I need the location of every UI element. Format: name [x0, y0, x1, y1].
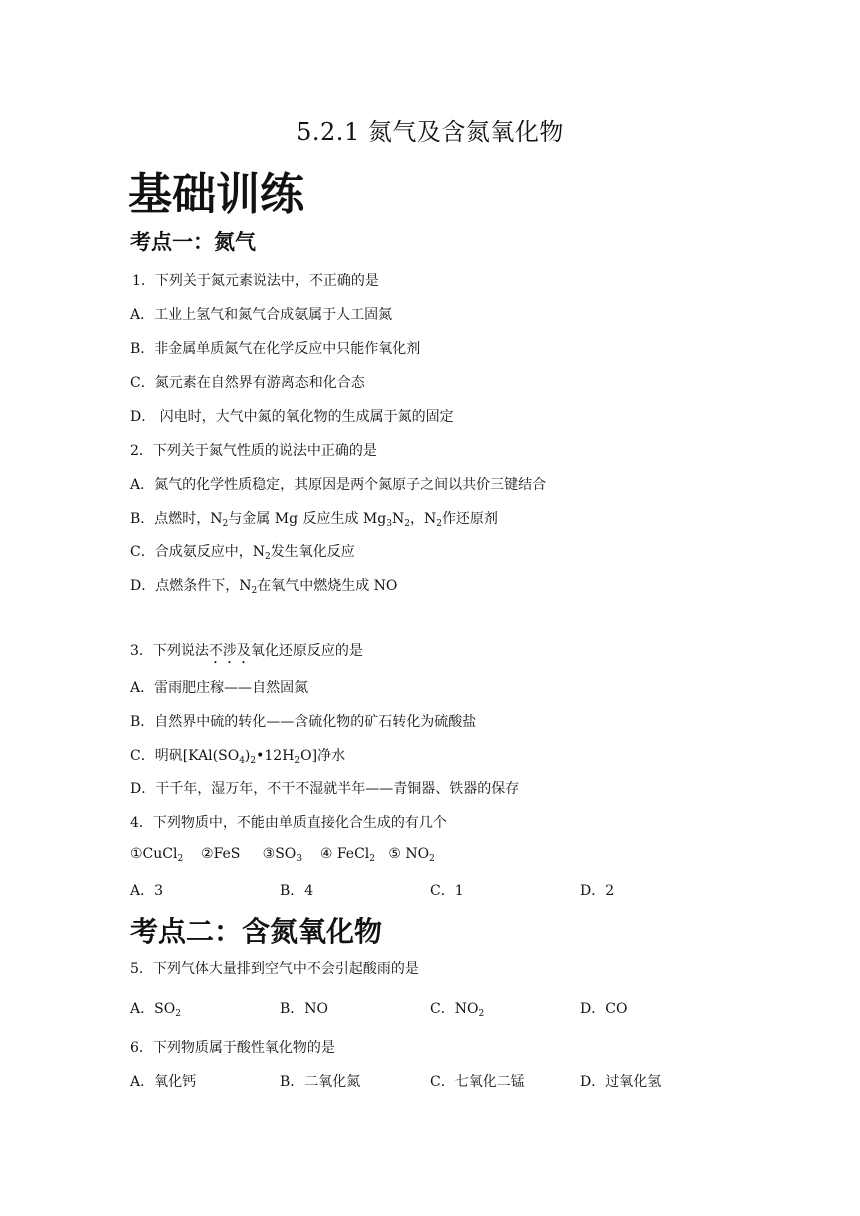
question-6-option-b: B．二氧化氮 [280, 1074, 361, 1090]
question-5-option-d: D．CO [580, 1001, 628, 1017]
question-4-stem: 4．下列物质中，不能由单质直接化合生成的有几个 [130, 815, 447, 831]
question-1-option-c: C．氮元素在自然界有游离态和化合态 [130, 375, 365, 391]
question-5-stem: 5．下列气体大量排到空气中不会引起酸雨的是 [130, 961, 419, 977]
question-6-option-d: D．过氧化氢 [580, 1074, 662, 1090]
list-item: ②FeS [201, 846, 241, 862]
list-item: ①CuCl$_2$ [130, 846, 184, 864]
question-6-option-a: A．氧化钙 [130, 1074, 197, 1090]
question-3-option-a: A．雷雨肥庄稼——自然固氮 [130, 680, 309, 696]
topic-heading-2: 考点二：含氮氧化物 [130, 915, 383, 948]
question-5-option-b: B．NO [280, 1001, 329, 1017]
list-item: $③SO_3$ [262, 846, 303, 864]
question-4-option-d: D．2 [580, 883, 615, 899]
question-4-option-b: B．4 [280, 883, 314, 899]
topic-heading-1: 考点一：氮气 [130, 230, 256, 254]
section-heading: 基础训练 [128, 169, 304, 220]
question-1-option-d: D． 闪电时，大气中氮的氧化物的生成属于氮的固定 [130, 409, 454, 425]
question-4-option-a: A．3 [130, 883, 164, 899]
question-4-items [130, 846, 435, 862]
question-3-option-b: B．自然界中硫的转化——含硫化物的矿石转化为硫酸盐 [130, 714, 477, 730]
list-item: ④ FeCl$_2$ [319, 846, 375, 864]
list-item: ⑤ $NO_2$ [388, 846, 435, 864]
question-5-option-a: A．$SO_2$ [130, 1001, 181, 1019]
question-3-stem: 3．下列说法不涉及氧化还原反应的是 [130, 643, 363, 659]
question-1-option-b: B．非金属单质氮气在化学反应中只能作氧化剂 [130, 341, 421, 357]
question-2-option-c: C．合成氨反应中，$N_2$发生氧化反应 [130, 544, 355, 562]
question-5-option-c: C．$NO_2$ [430, 1001, 485, 1019]
question-4-option-c: C．1 [430, 883, 464, 899]
question-1-option-a: A．工业上氢气和氮气合成氨属于人工固氮 [130, 307, 393, 323]
question-3-option-c: C．明矾$[KAl(SO_4)_2•12H_2O]$净水 [130, 748, 346, 766]
question-1-stem: 1．下列关于氮元素说法中，不正确的是 [132, 273, 379, 289]
document-title: 5.2.1 氮气及含氮氧化物 [296, 118, 564, 146]
question-2-stem: 2．下列关于氮气性质的说法中正确的是 [130, 443, 377, 459]
question-2-option-d: D．点燃条件下，$N_2$在氧气中燃烧生成 NO [130, 578, 398, 596]
question-2-option-b: B．点燃时，$N_2$与金属 Mg 反应生成 $Mg_3N_2$，$N_2$作还原剂 [130, 511, 498, 529]
emphasis-text: 不涉及 [208, 643, 251, 659]
question-2-option-a: A．氮气的化学性质稳定，其原因是两个氮原子之间以共价三键结合 [130, 477, 547, 493]
question-6-stem: 6．下列物质属于酸性氧化物的是 [130, 1040, 335, 1056]
question-6-option-c: C．七氧化二锰 [430, 1074, 525, 1090]
question-3-option-d: D．干千年，湿万年，不干不湿就半年——青铜器、铁器的保存 [130, 781, 520, 797]
